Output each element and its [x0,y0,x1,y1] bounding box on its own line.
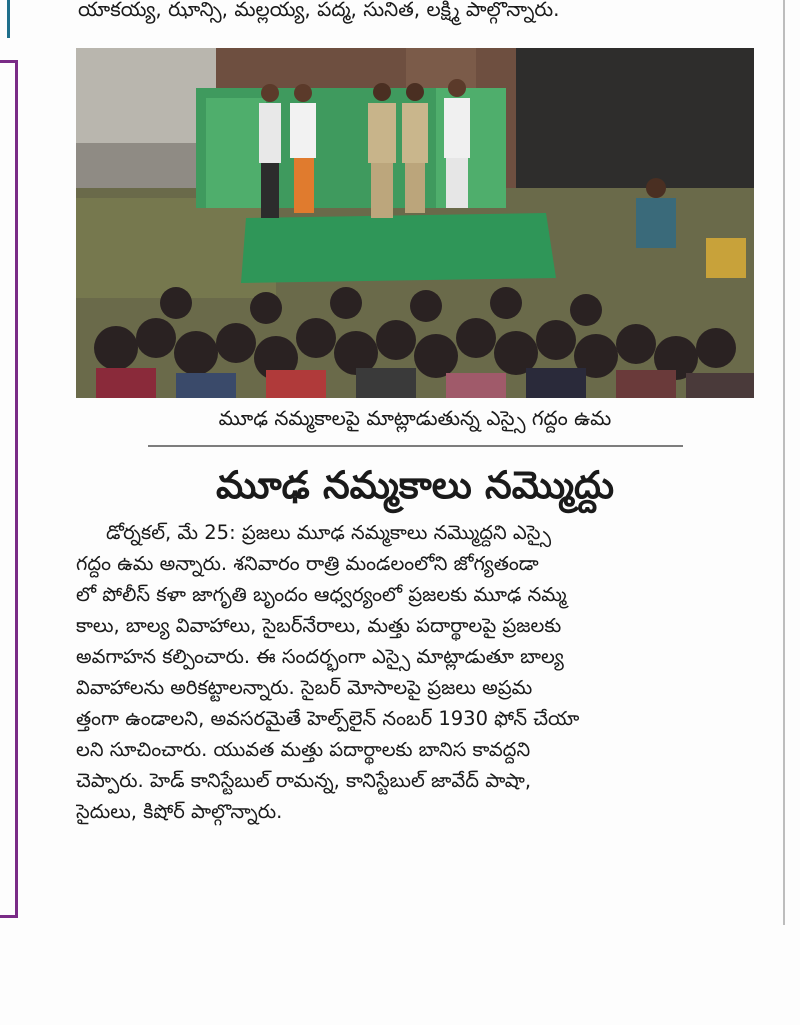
body-line: చెప్పారు. హెడ్‌ కానిస్టేబుల్‌ రామన్న, కానిస్టేబుల్‌ జావేద్‌ పాషా, [76,769,532,792]
body-line: కాలు, బాల్య వివాహాలు, సైబర్‌నేరాలు, మత్తు పదార్థాలపై ప్రజలకు [76,614,562,637]
body-line: లో పోలీస్‌ కళా జాగృతి బృందం ఆధ్వర్యంలో ప్రజలకు మూఢ నమ్మ [76,583,567,606]
column-divider [783,0,785,925]
photo-caption: మూఢ నమ్మకాలపై మాట్లాడుతున్న ఎస్సై గద్దం ఉమ [218,406,612,430]
body-line: డోర్నకల్‌, మే 25: ప్రజలు మూఢ నమ్మకాలు నమ్మొద్దని ఎస్సై [106,521,552,544]
caption-divider [148,445,683,447]
body-line: వివాహాలను అరికట్టాలన్నారు. సైబర్‌ మోసాలపై ప్రజలు అప్రమ [76,676,533,699]
article-body [76,517,756,827]
body-line: లని సూచించారు. యువత మత్తు పదార్థాలకు బానిస కావద్దని [76,738,531,761]
adjacent-article-border [0,60,18,918]
body-line: సైదులు, కిషోర్‌ పాల్గొన్నారు. [76,800,283,823]
adjacent-column-rule [0,0,10,38]
body-line: అవగాహన కల్పించారు. ఈ సందర్భంగా ఎస్సై మాట్లాడుతూ బాల్య [76,645,564,668]
body-line: త్తంగా ఉండాలని, అవసరమైతే హెల్ప్‌లైన్‌ నంబర్‌ 1930 ఫోన్‌ చేయా [76,707,580,730]
body-line: గద్దం ఉమ అన్నారు. శనివారం రాత్రి మండలంలోని జోగ్యతండా [76,552,539,575]
photo-illustration [76,48,754,398]
previous-article-last-line: యాకయ్య, ఝాన్సి, మల్లయ్య, పద్మ, సునిత, లక్ష్మి పాల్గొన్నారు. [78,0,560,21]
article-headline: మూఢ నమ్మకాలు నమ్మొద్దు [216,463,614,507]
news-photo [76,48,754,398]
